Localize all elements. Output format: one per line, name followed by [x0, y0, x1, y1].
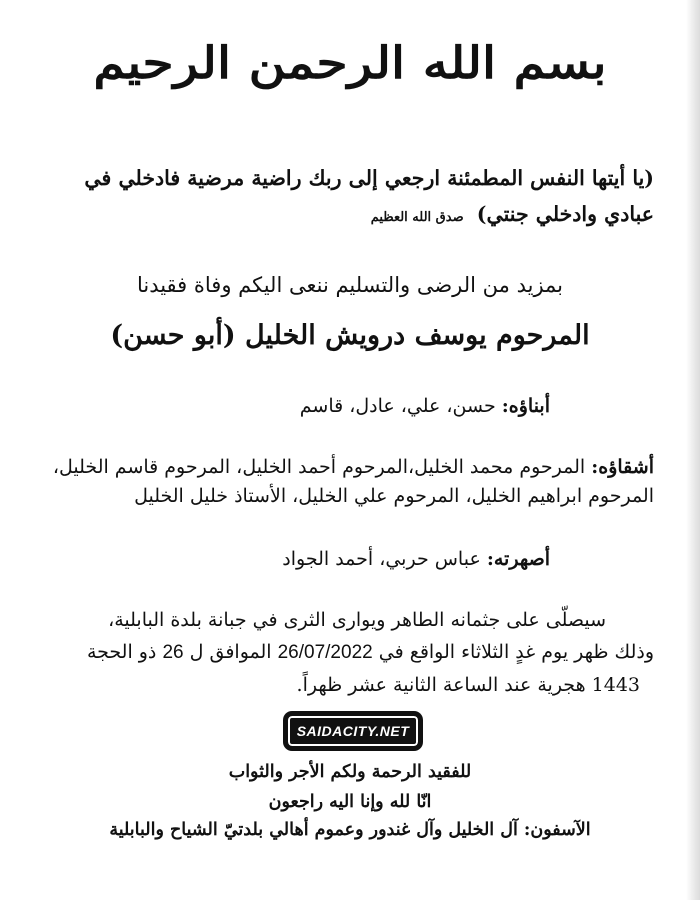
announcement-intro: بمزيد من الرضى والتسليم ننعى اليكم وفاة فقيدنا — [136, 273, 564, 297]
funeral-line-1: سيصلّى على جثمانه الطاهر ويوارى الثرى في جبانة بلدة البابلية، — [108, 609, 606, 631]
brothers-line — [40, 453, 654, 511]
funeral-line-2-start: وذلك ظهر يوم غدٍ الثلاثاء الواقع في — [378, 641, 654, 663]
inlaws-line — [40, 545, 550, 574]
closing-line-mourners: الآسفون: آل الخليل وآل غندور وعموم أهالي بلدتيّ الشياح والبابلية — [109, 820, 591, 840]
quran-verse-text: (يا أيتها النفس المطمئنة ارجعي إلى ربك راضية مرضية فادخلي في عبادي وادخلي جنتي) — [84, 166, 654, 226]
funeral-line-3: 1443 هجرية عند الساعة الثانية عشر ظهراً. — [296, 674, 640, 696]
inlaws-label: أصهرته: — [486, 548, 550, 570]
brothers-label: أشقاؤه: — [591, 456, 654, 478]
brothers-names: المرحوم محمد الخليل،المرحوم أحمد الخليل، المرحوم قاسم الخليل، المرحوم ابراهيم الخليل، المرحوم علي الخليل، الأستاذ خليل الخليل — [52, 456, 654, 507]
sons-line — [40, 392, 550, 421]
sadaq-allah-text: صدق الله العظيم — [370, 210, 464, 225]
funeral-details — [46, 604, 654, 701]
inlaws-names: عباس حربي، أحمد الجواد — [282, 548, 481, 570]
hijri-month: ذو الحجة — [86, 641, 157, 663]
funeral-line-2-middle: الموافق ل — [189, 641, 272, 663]
quran-verse — [46, 160, 654, 236]
closing-line-condolence: للفقيد الرحمة ولكم الأجر والثواب — [228, 762, 472, 782]
saidacity-watermark-logo — [286, 714, 420, 748]
sons-label: أبناؤه: — [501, 395, 550, 417]
sons-names: حسن، علي، عادل، قاسم — [299, 395, 496, 417]
deceased-name: المرحوم يوسف درويش الخليل (أبو حسن) — [110, 320, 590, 351]
watermark-text: SAIDACITY.NET — [296, 723, 410, 739]
closing-line-istirja: انّا لله وإنا اليه راجعون — [268, 792, 432, 812]
funeral-line-2 — [46, 636, 654, 669]
funeral-date: 26/07/2022 — [277, 642, 373, 663]
basmala-heading: بسم الله الرحمن الرحيم — [93, 38, 607, 89]
hijri-day: 26 — [162, 642, 184, 663]
